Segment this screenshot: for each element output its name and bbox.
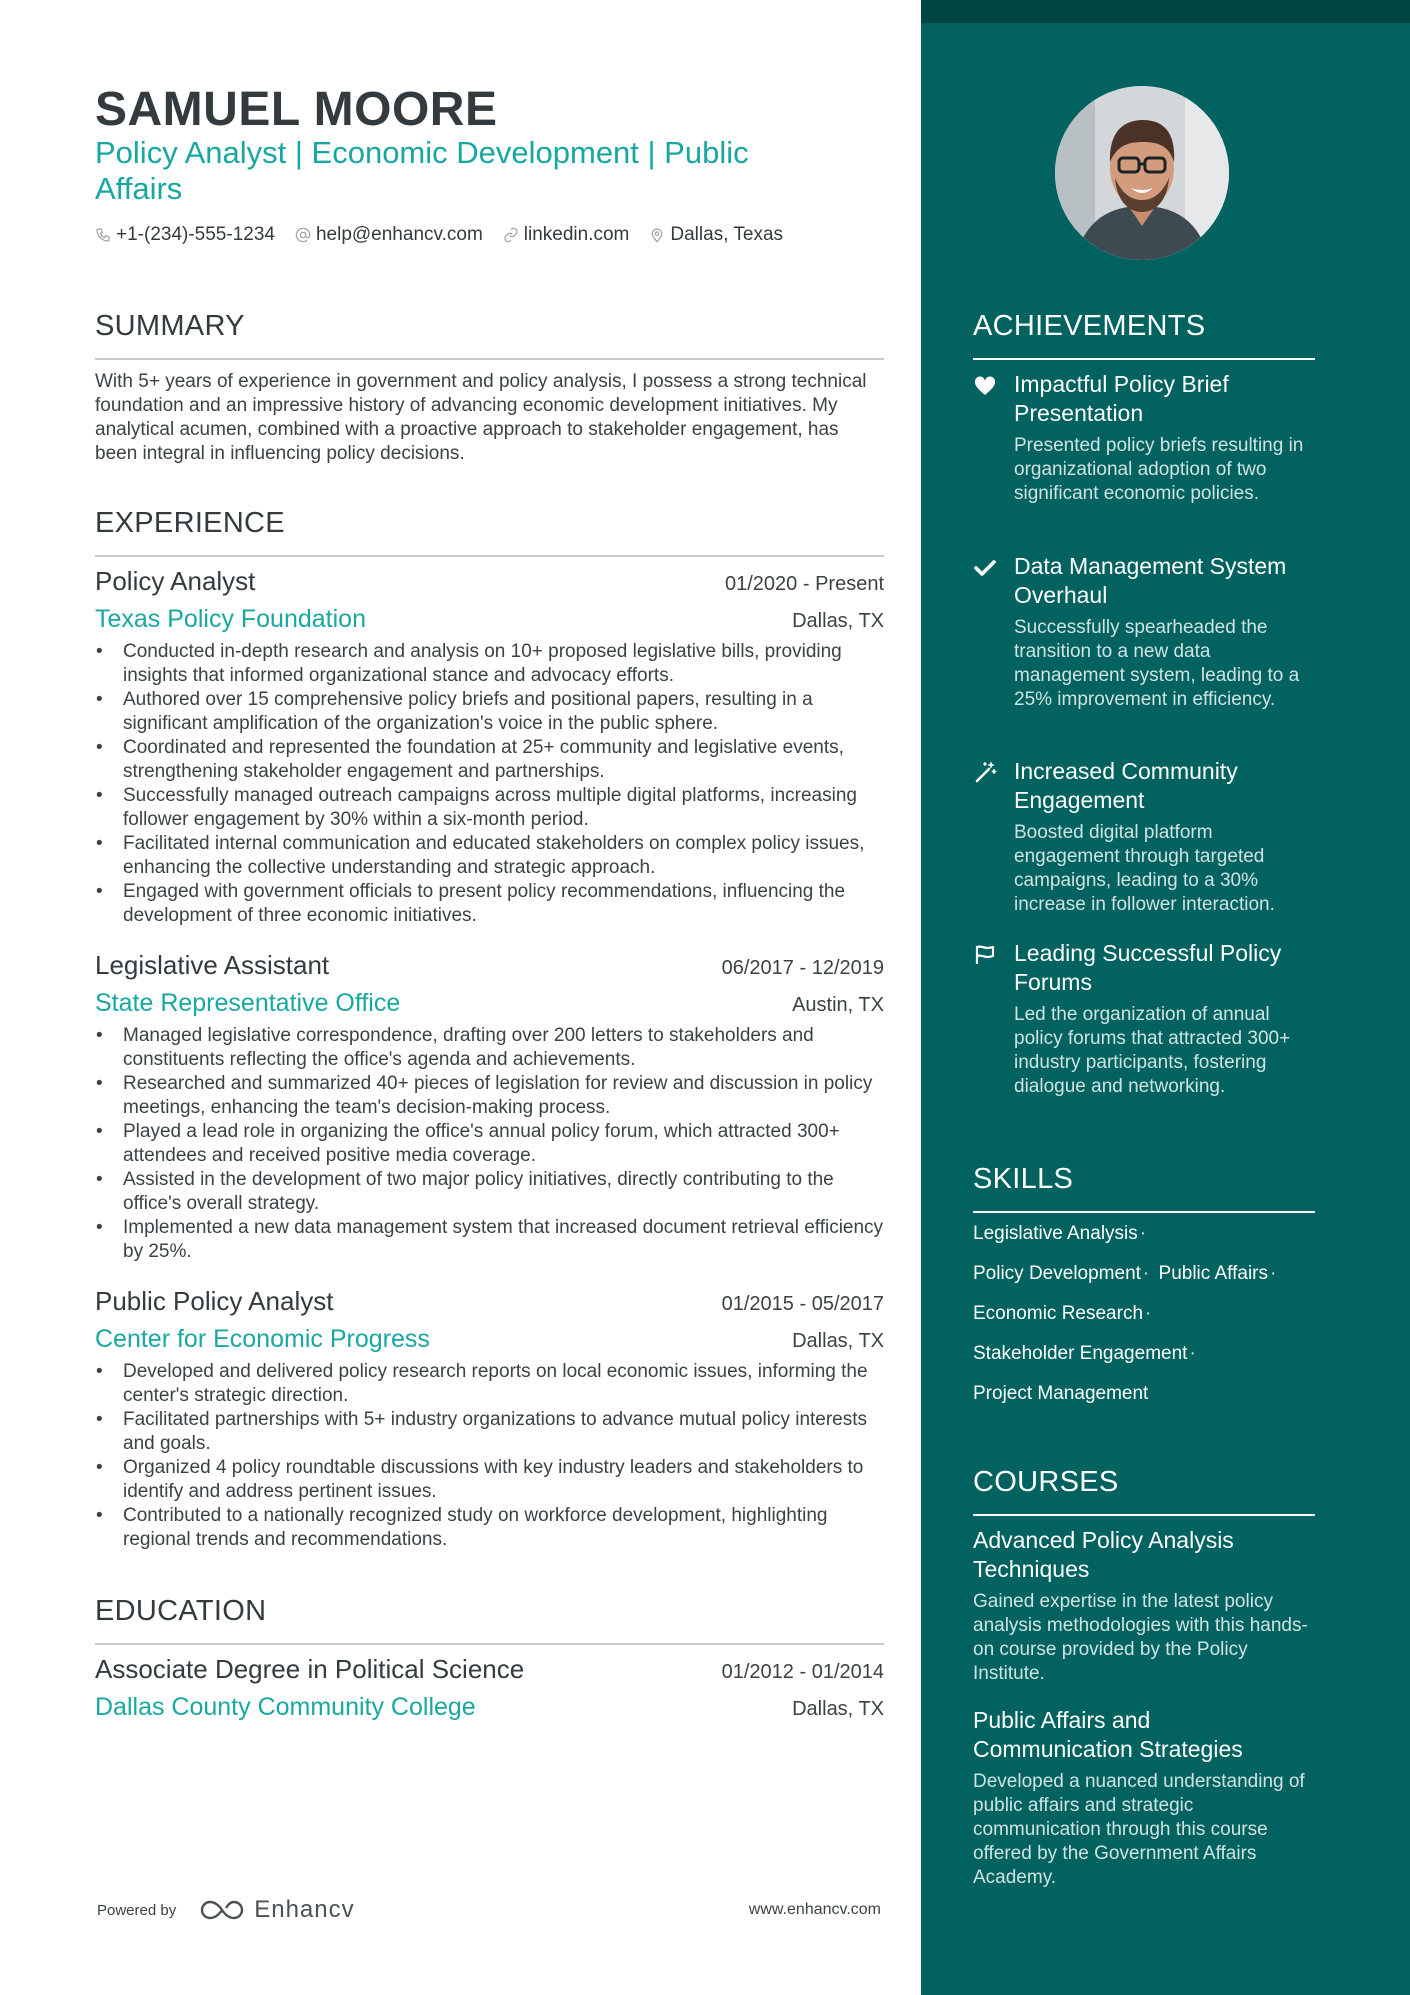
enhancv-logo-icon [200, 1898, 246, 1922]
education-dates: 01/2012 - 01/2014 [721, 1661, 884, 1683]
headline: Policy Analyst | Economic Development | Public Affairs [95, 135, 749, 206]
degree-title: Associate Degree in Political Science [95, 1654, 525, 1684]
job-bullet: • Played a lead role in organizing the office's annual policy forum, which attracted 300+ attendees and received positive media coverage. [95, 1120, 884, 1168]
enhancv-logo[interactable] [200, 1896, 354, 1924]
achievement-desc: Boosted digital platform engagement through targeted campaigns, leading to a 30% increase in follower interaction. [1014, 822, 1275, 915]
sidebar [921, 0, 1410, 1995]
at-sign-icon [295, 227, 311, 243]
job-bullet: • Facilitated internal communication and educated stakeholders on complex policy issues, enhancing the collective understanding and strategic approach. [95, 832, 884, 880]
magic-wand-icon [973, 761, 997, 785]
job-location: Dallas, TX [792, 610, 884, 632]
flag-icon [973, 943, 997, 967]
location-pin-icon [649, 227, 665, 243]
contact-bar [95, 224, 783, 246]
achievement-title: Data Management System Overhaul [1014, 553, 1287, 608]
skill-tag: Stakeholder Engagement [973, 1343, 1188, 1364]
job-bullet: • Contributed to a nationally recognized study on workforce development, highlighting regional trends and recommendations. [95, 1504, 884, 1552]
achievement-title: Impactful Policy Brief Presentation [1014, 371, 1229, 426]
job-bullet: • Developed and delivered policy research reports on local economic issues, informing the center's strategic direction. [95, 1360, 884, 1408]
job-location: Dallas, TX [792, 1330, 884, 1352]
achievement-item [973, 552, 1315, 712]
course-title: Advanced Policy Analysis Techniques [973, 1527, 1234, 1582]
job-bullets [95, 1024, 884, 1264]
experience-heading: EXPERIENCE [95, 507, 285, 539]
contact-linkedin[interactable] [503, 224, 630, 246]
contact-location [649, 224, 783, 246]
summary-divider [95, 358, 884, 360]
achievement-item [973, 939, 1315, 1099]
course-desc: Developed a nuanced understanding of public affairs and strategic communication through this course offered by the Government Affairs Academy. [973, 1771, 1305, 1888]
powered-by [97, 1896, 355, 1924]
job-entry [95, 1286, 884, 1552]
website-link[interactable]: www.enhancv.com [748, 1901, 881, 1918]
job-bullet: • Coordinated and represented the foundation at 25+ community and legislative events, strengthening stakeholder engagement and partnerships. [95, 736, 884, 784]
skills-list: Legislative Analysis · Policy Development · Public Affairs · Economic Research · Stakeholder Engagement · Project Management [973, 1223, 1277, 1404]
courses-heading: COURSES [973, 1466, 1119, 1498]
skill-tag: Public Affairs [1158, 1263, 1269, 1284]
summary-heading: SUMMARY [95, 310, 245, 342]
job-bullet: • Managed legislative correspondence, drafting over 200 letters to stakeholders and constituents reflecting the office's agenda and achievements. [95, 1024, 884, 1072]
check-icon [973, 556, 997, 580]
job-location: Austin, TX [792, 994, 884, 1016]
job-bullet: • Facilitated partnerships with 5+ industry organizations to advance mutual policy interests and goals. [95, 1408, 884, 1456]
education-divider [95, 1643, 884, 1645]
job-bullet: • Conducted in-depth research and analysis on 10+ proposed legislative bills, providing insights that informed organizational stance and advocacy efforts. [95, 640, 884, 688]
job-entry [95, 566, 884, 928]
skills-heading: SKILLS [973, 1163, 1074, 1195]
location-text: Dallas, Texas [670, 224, 784, 245]
phone-text: +1-(234)-555-1234 [116, 224, 275, 245]
course-title: Public Affairs and Communication Strategies [973, 1707, 1243, 1762]
job-entry [95, 950, 884, 1264]
achievement-item [973, 757, 1315, 917]
summary-text: With 5+ years of experience in government and policy analysis, I possess a strong technical foundation and an impressive history of advancing economic development initiatives. My analytical acumen, combined with a proactive approach to stakeholder engagement, has been integral in influencing policy decisions. [95, 371, 867, 464]
achievement-desc: Led the organization of annual policy forums that attracted 300+ industry participants, fostering dialogue and networking. [1014, 1004, 1291, 1097]
footer [97, 1896, 881, 1924]
job-bullets [95, 640, 884, 928]
courses-divider [973, 1514, 1315, 1516]
achievement-desc: Presented policy briefs resulting in organizational adoption of two significant economic policies. [1014, 435, 1304, 504]
job-title: Public Policy Analyst [95, 1286, 334, 1316]
job-bullet: • Assisted in the development of two major policy initiatives, directly contributing to the office's overall strategy. [95, 1168, 884, 1216]
skill-tag: Legislative Analysis [973, 1223, 1138, 1244]
job-dates: 01/2020 - Present [725, 573, 884, 595]
job-bullet: • Organized 4 policy roundtable discussions with key industry leaders and stakeholders to identify and address pertinent issues. [95, 1456, 884, 1504]
email-text: help@enhancv.com [315, 224, 483, 245]
job-company: Center for Economic Progress [95, 1325, 430, 1353]
achievement-desc: Successfully spearheaded the transition to a new data management system, leading to a 25% improvement in efficiency. [1014, 617, 1300, 710]
skill-tag: Project Management [973, 1383, 1149, 1404]
job-bullet: • Authored over 15 comprehensive policy briefs and positional papers, resulting in a significant amplification of the organization's voice in the public sphere. [95, 688, 884, 736]
contact-phone[interactable] [95, 224, 275, 246]
job-bullet: • Engaged with government officials to present policy recommendations, influencing the development of three economic initiatives. [95, 880, 884, 928]
achievement-title: Leading Successful Policy Forums [1014, 940, 1282, 995]
job-title: Legislative Assistant [95, 950, 330, 980]
brand-name: Enhancv [254, 1896, 355, 1923]
avatar [1055, 86, 1229, 260]
achievement-item [973, 370, 1315, 506]
avatar-illustration [1055, 86, 1229, 260]
skills-divider [973, 1211, 1315, 1213]
heart-icon [973, 374, 997, 398]
skill-tag: Policy Development [973, 1263, 1141, 1284]
job-title: Policy Analyst [95, 566, 256, 596]
course-item [973, 1526, 1315, 1686]
education-heading: EDUCATION [95, 1595, 267, 1627]
school-name: Dallas County Community College [95, 1693, 476, 1721]
achievements-divider [973, 358, 1315, 360]
linkedin-text: linkedin.com [523, 224, 630, 245]
contact-email[interactable] [295, 224, 483, 246]
job-dates: 06/2017 - 12/2019 [721, 957, 884, 979]
experience-divider [95, 555, 884, 557]
education-entry [95, 1654, 884, 1722]
link-icon [503, 227, 519, 243]
job-dates: 01/2015 - 05/2017 [721, 1293, 884, 1315]
job-bullets [95, 1360, 884, 1552]
job-bullet: • Implemented a new data management system that increased document retrieval efficiency by 25%. [95, 1216, 884, 1264]
candidate-name: SAMUEL MOORE [95, 83, 498, 136]
skill-tag: Economic Research [973, 1303, 1144, 1324]
school-location: Dallas, TX [792, 1698, 884, 1720]
course-item [973, 1706, 1315, 1890]
powered-by-label: Powered by [97, 1901, 177, 1919]
achievements-heading: ACHIEVEMENTS [973, 310, 1206, 342]
job-bullet: • Successfully managed outreach campaigns across multiple digital platforms, increasing follower engagement by 30% within a six-month period. [95, 784, 884, 832]
job-company: State Representative Office [95, 989, 401, 1017]
job-bullet: • Researched and summarized 40+ pieces of legislation for review and discussion in policy meetings, enhancing the team's decision-making process. [95, 1072, 884, 1120]
job-company: Texas Policy Foundation [95, 605, 366, 633]
achievement-title: Increased Community Engagement [1014, 758, 1238, 813]
course-desc: Gained expertise in the latest policy analysis methodologies with this hands-on course provided by the Policy Institute. [973, 1591, 1308, 1684]
phone-icon [95, 227, 111, 243]
sidebar-top-band [921, 0, 1410, 23]
